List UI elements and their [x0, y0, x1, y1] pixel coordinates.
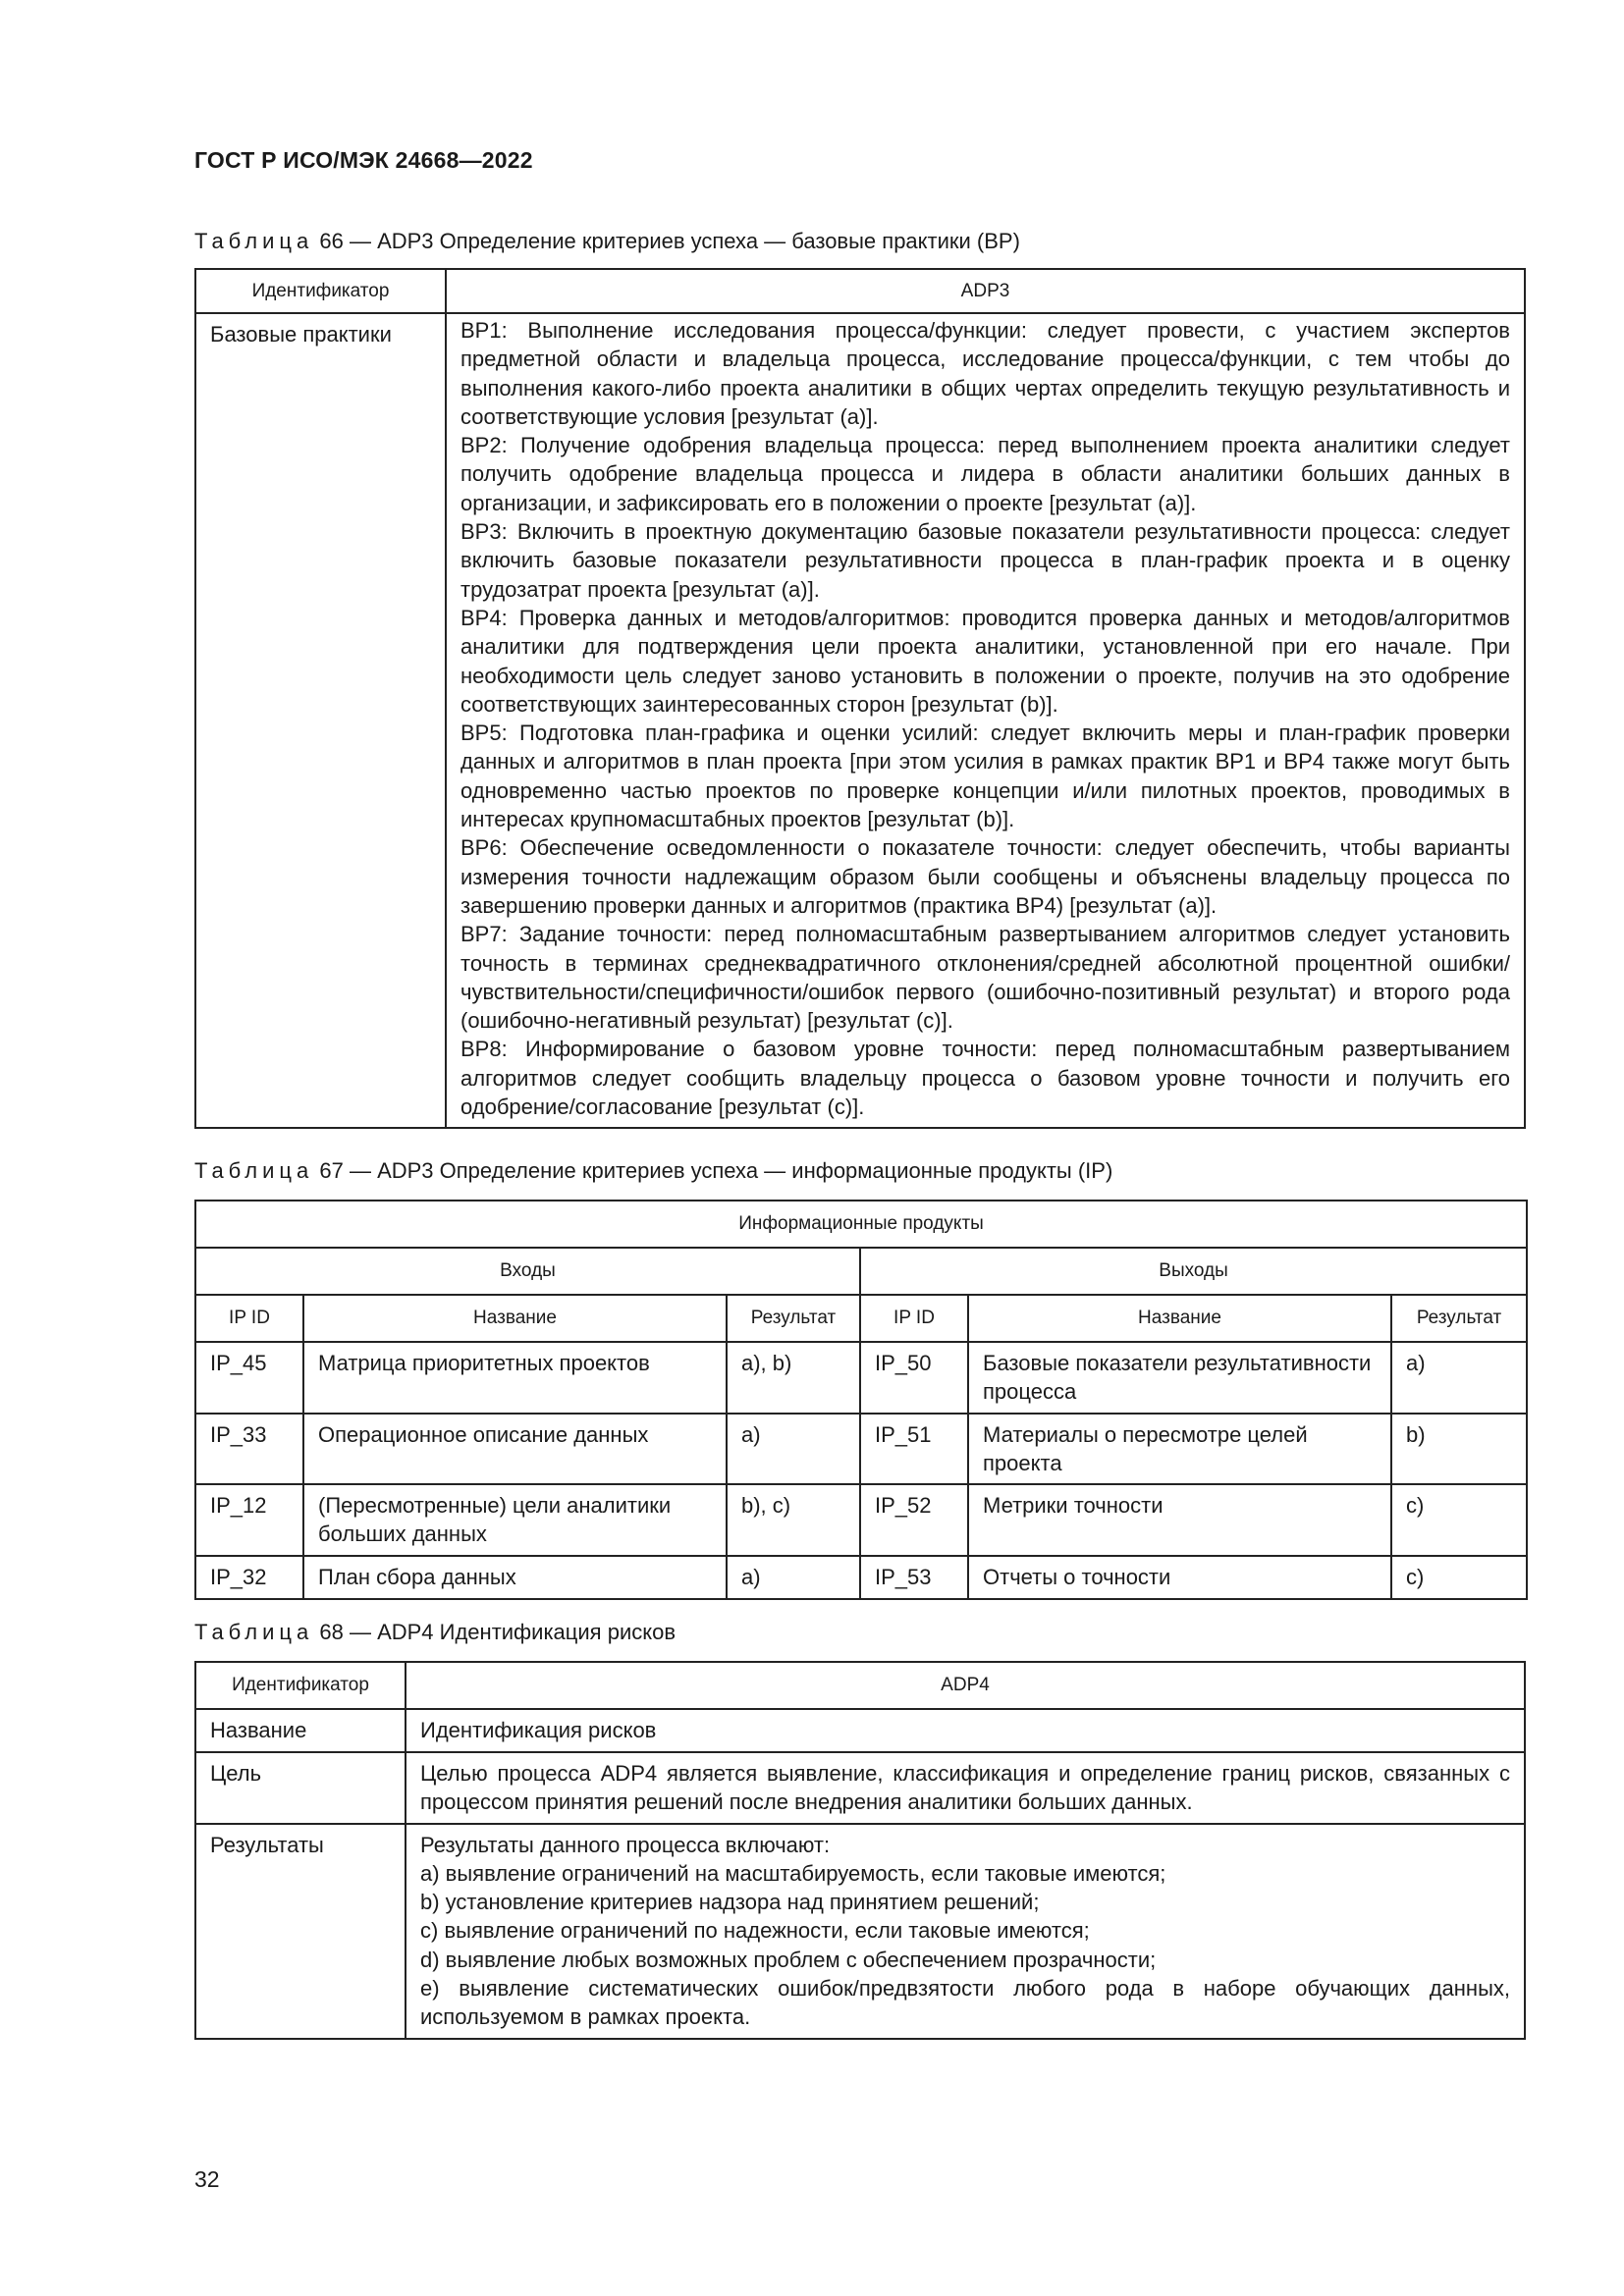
output-ipid: IP_53	[860, 1556, 968, 1599]
caption-text: 66 — ADP3 Определение критериев успеха — базовые практики (BP)	[313, 229, 1020, 253]
practice-item: BP3: Включить в проектную документацию базовые показатели результативности процесса: следует включить базовые показатели результативности процесса в план-график проекта и в оценку трудозатрат проекта [результат (а)].	[460, 519, 1510, 602]
row-label: Базовые практики	[195, 313, 446, 1128]
input-name: (Пересмотренные) цели аналитики больших данных	[303, 1484, 727, 1556]
table-row	[195, 1556, 1527, 1599]
goal-label: Цель	[195, 1752, 406, 1824]
output-result: c)	[1391, 1484, 1527, 1556]
table-68-caption	[194, 1620, 676, 1645]
name-value: Идентификация рисков	[406, 1709, 1525, 1752]
page-number: 32	[194, 2166, 220, 2192]
practice-item: BP6: Обеспечение осведомленности о показателе точности: следует обеспечить, чтобы варианты измерения точности надлежащим образом были сообщены и объяснены владельцу процесса по завершению проверки данных и алгоритмов (практика BP4) [результат (а)].	[460, 835, 1510, 918]
document-header: ГОСТ Р ИСО/МЭК 24668—2022	[194, 147, 533, 173]
column-header-ipid: IP ID	[860, 1295, 968, 1342]
practice-item: BP8: Информирование о базовом уровне точности: перед полномасштабным развертыванием алгоритмов следует сообщить владельцу процесса о базовом уровне точности и получить его одобрение/согласование [результат (с)].	[460, 1037, 1510, 1120]
information-products-header: Информационные продукты	[195, 1201, 1527, 1248]
input-result: b), c)	[727, 1484, 860, 1556]
table-66	[194, 268, 1526, 1129]
output-result: b)	[1391, 1414, 1527, 1485]
name-label: Название	[195, 1709, 406, 1752]
practice-item: BP2: Получение одобрения владельца процесса: перед выполнением проекта аналитики следует получить одобрение владельца процесса и лидера в области аналитики больших данных в организации, и зафиксировать его в положении о проекте [результат (а)].	[460, 433, 1510, 515]
input-name: План сбора данных	[303, 1556, 727, 1599]
output-name: Отчеты о точности	[968, 1556, 1391, 1599]
input-ipid: IP_33	[195, 1414, 303, 1485]
table-67-caption	[194, 1158, 1112, 1184]
output-ipid: IP_51	[860, 1414, 968, 1485]
base-practices-cell	[446, 313, 1525, 1128]
output-ipid: IP_52	[860, 1484, 968, 1556]
input-name: Операционное описание данных	[303, 1414, 727, 1485]
input-result: a)	[727, 1556, 860, 1599]
output-result: a)	[1391, 1342, 1527, 1414]
output-name: Метрики точности	[968, 1484, 1391, 1556]
practice-item: BP1: Выполнение исследования процесса/функции: следует провести, с участием экспертов предметной области и владельца процесса, исследование процесса/функции, с тем чтобы до выполнения какого-либо проекта аналитики в общих чертах определить текущую результативность и соответствующие условия [результат (а)].	[460, 318, 1510, 429]
caption-word: Таблица	[194, 229, 314, 253]
output-name: Материалы о пересмотре целей проекта	[968, 1414, 1391, 1485]
result-item: d) выявление любых возможных проблем с обеспечением прозрачности;	[420, 1947, 1157, 1972]
input-name: Матрица приоритетных проектов	[303, 1342, 727, 1414]
column-header-value: ADP4	[406, 1662, 1525, 1709]
caption-word: Таблица	[194, 1620, 314, 1644]
goal-value: Целью процесса ADP4 является выявление, классификация и определение границ рисков, связанных с процессом принятия решений после внедрения аналитики больших данных.	[406, 1752, 1525, 1824]
table-68	[194, 1661, 1526, 2040]
column-header-id: Идентификатор	[195, 269, 446, 313]
caption-text: 67 — ADP3 Определение критериев успеха — информационные продукты (IP)	[313, 1158, 1113, 1183]
result-item: e) выявление систематических ошибок/предвзятости любого рода в наборе обучающих данных, используемом в рамках проекта.	[420, 1976, 1510, 2030]
table-67	[194, 1200, 1528, 1600]
result-item: b) установление критериев надзора над принятием решений;	[420, 1890, 1040, 1915]
practice-item: BP5: Подготовка план-графика и оценки усилий: следует включить меры и план-график проверки данных и алгоритмов в план проекта [при этом усилия в рамках практик BP1 и BP4 также могут быть одновременно частью проектов по проверке концепции и/или пилотных проектов, проводимых в интересах крупномасштабных проектов [результат (b)].	[460, 721, 1510, 832]
results-value	[406, 1824, 1525, 2039]
column-header-result: Результат	[727, 1295, 860, 1342]
results-label: Результаты	[195, 1824, 406, 2039]
output-result: c)	[1391, 1556, 1527, 1599]
table-66-caption	[194, 229, 1020, 254]
column-header-value: ADP3	[446, 269, 1525, 313]
caption-text: 68 — ADP4 Идентификация рисков	[313, 1620, 677, 1644]
table-row	[195, 1342, 1527, 1414]
result-item: c) выявление ограничений по надежности, если таковые имеются;	[420, 1918, 1090, 1944]
column-header-name: Название	[968, 1295, 1391, 1342]
results-intro: Результаты данного процесса включают:	[420, 1832, 831, 1857]
input-ipid: IP_32	[195, 1556, 303, 1599]
output-ipid: IP_50	[860, 1342, 968, 1414]
input-result: a)	[727, 1414, 860, 1485]
table-row	[195, 1414, 1527, 1485]
inputs-header: Входы	[195, 1248, 860, 1295]
output-name: Базовые показатели результативности процесса	[968, 1342, 1391, 1414]
column-header-id: Идентификатор	[195, 1662, 406, 1709]
input-ipid: IP_12	[195, 1484, 303, 1556]
input-result: a), b)	[727, 1342, 860, 1414]
caption-word: Таблица	[194, 1158, 314, 1183]
practice-item: BP4: Проверка данных и методов/алгоритмов: проводится проверка данных и методов/алгоритмов аналитики для подтверждения цели проекта аналитики, установленной при его начале. При необходимости цель следует заново установить в положении о проекте, получив на это одобрение соответствующих заинтересованных сторон [результат (b)].	[460, 605, 1510, 717]
result-item: а) выявление ограничений на масштабируемость, если таковые имеются;	[420, 1860, 1166, 1886]
column-header-result: Результат	[1391, 1295, 1527, 1342]
input-ipid: IP_45	[195, 1342, 303, 1414]
outputs-header: Выходы	[860, 1248, 1527, 1295]
table-row	[195, 1484, 1527, 1556]
practice-item: BP7: Задание точности: перед полномасштабным развертыванием алгоритмов следует установить точность в терминах среднеквадратичного отклонения/средней абсолютной процентной ошибки/чувствительности/специфичности/ошибок первого (ошибочно-позитивный результат) и второго рода (ошибочно-негативный результат) [результат (с)].	[460, 922, 1510, 1034]
column-header-name: Название	[303, 1295, 727, 1342]
column-header-ipid: IP ID	[195, 1295, 303, 1342]
